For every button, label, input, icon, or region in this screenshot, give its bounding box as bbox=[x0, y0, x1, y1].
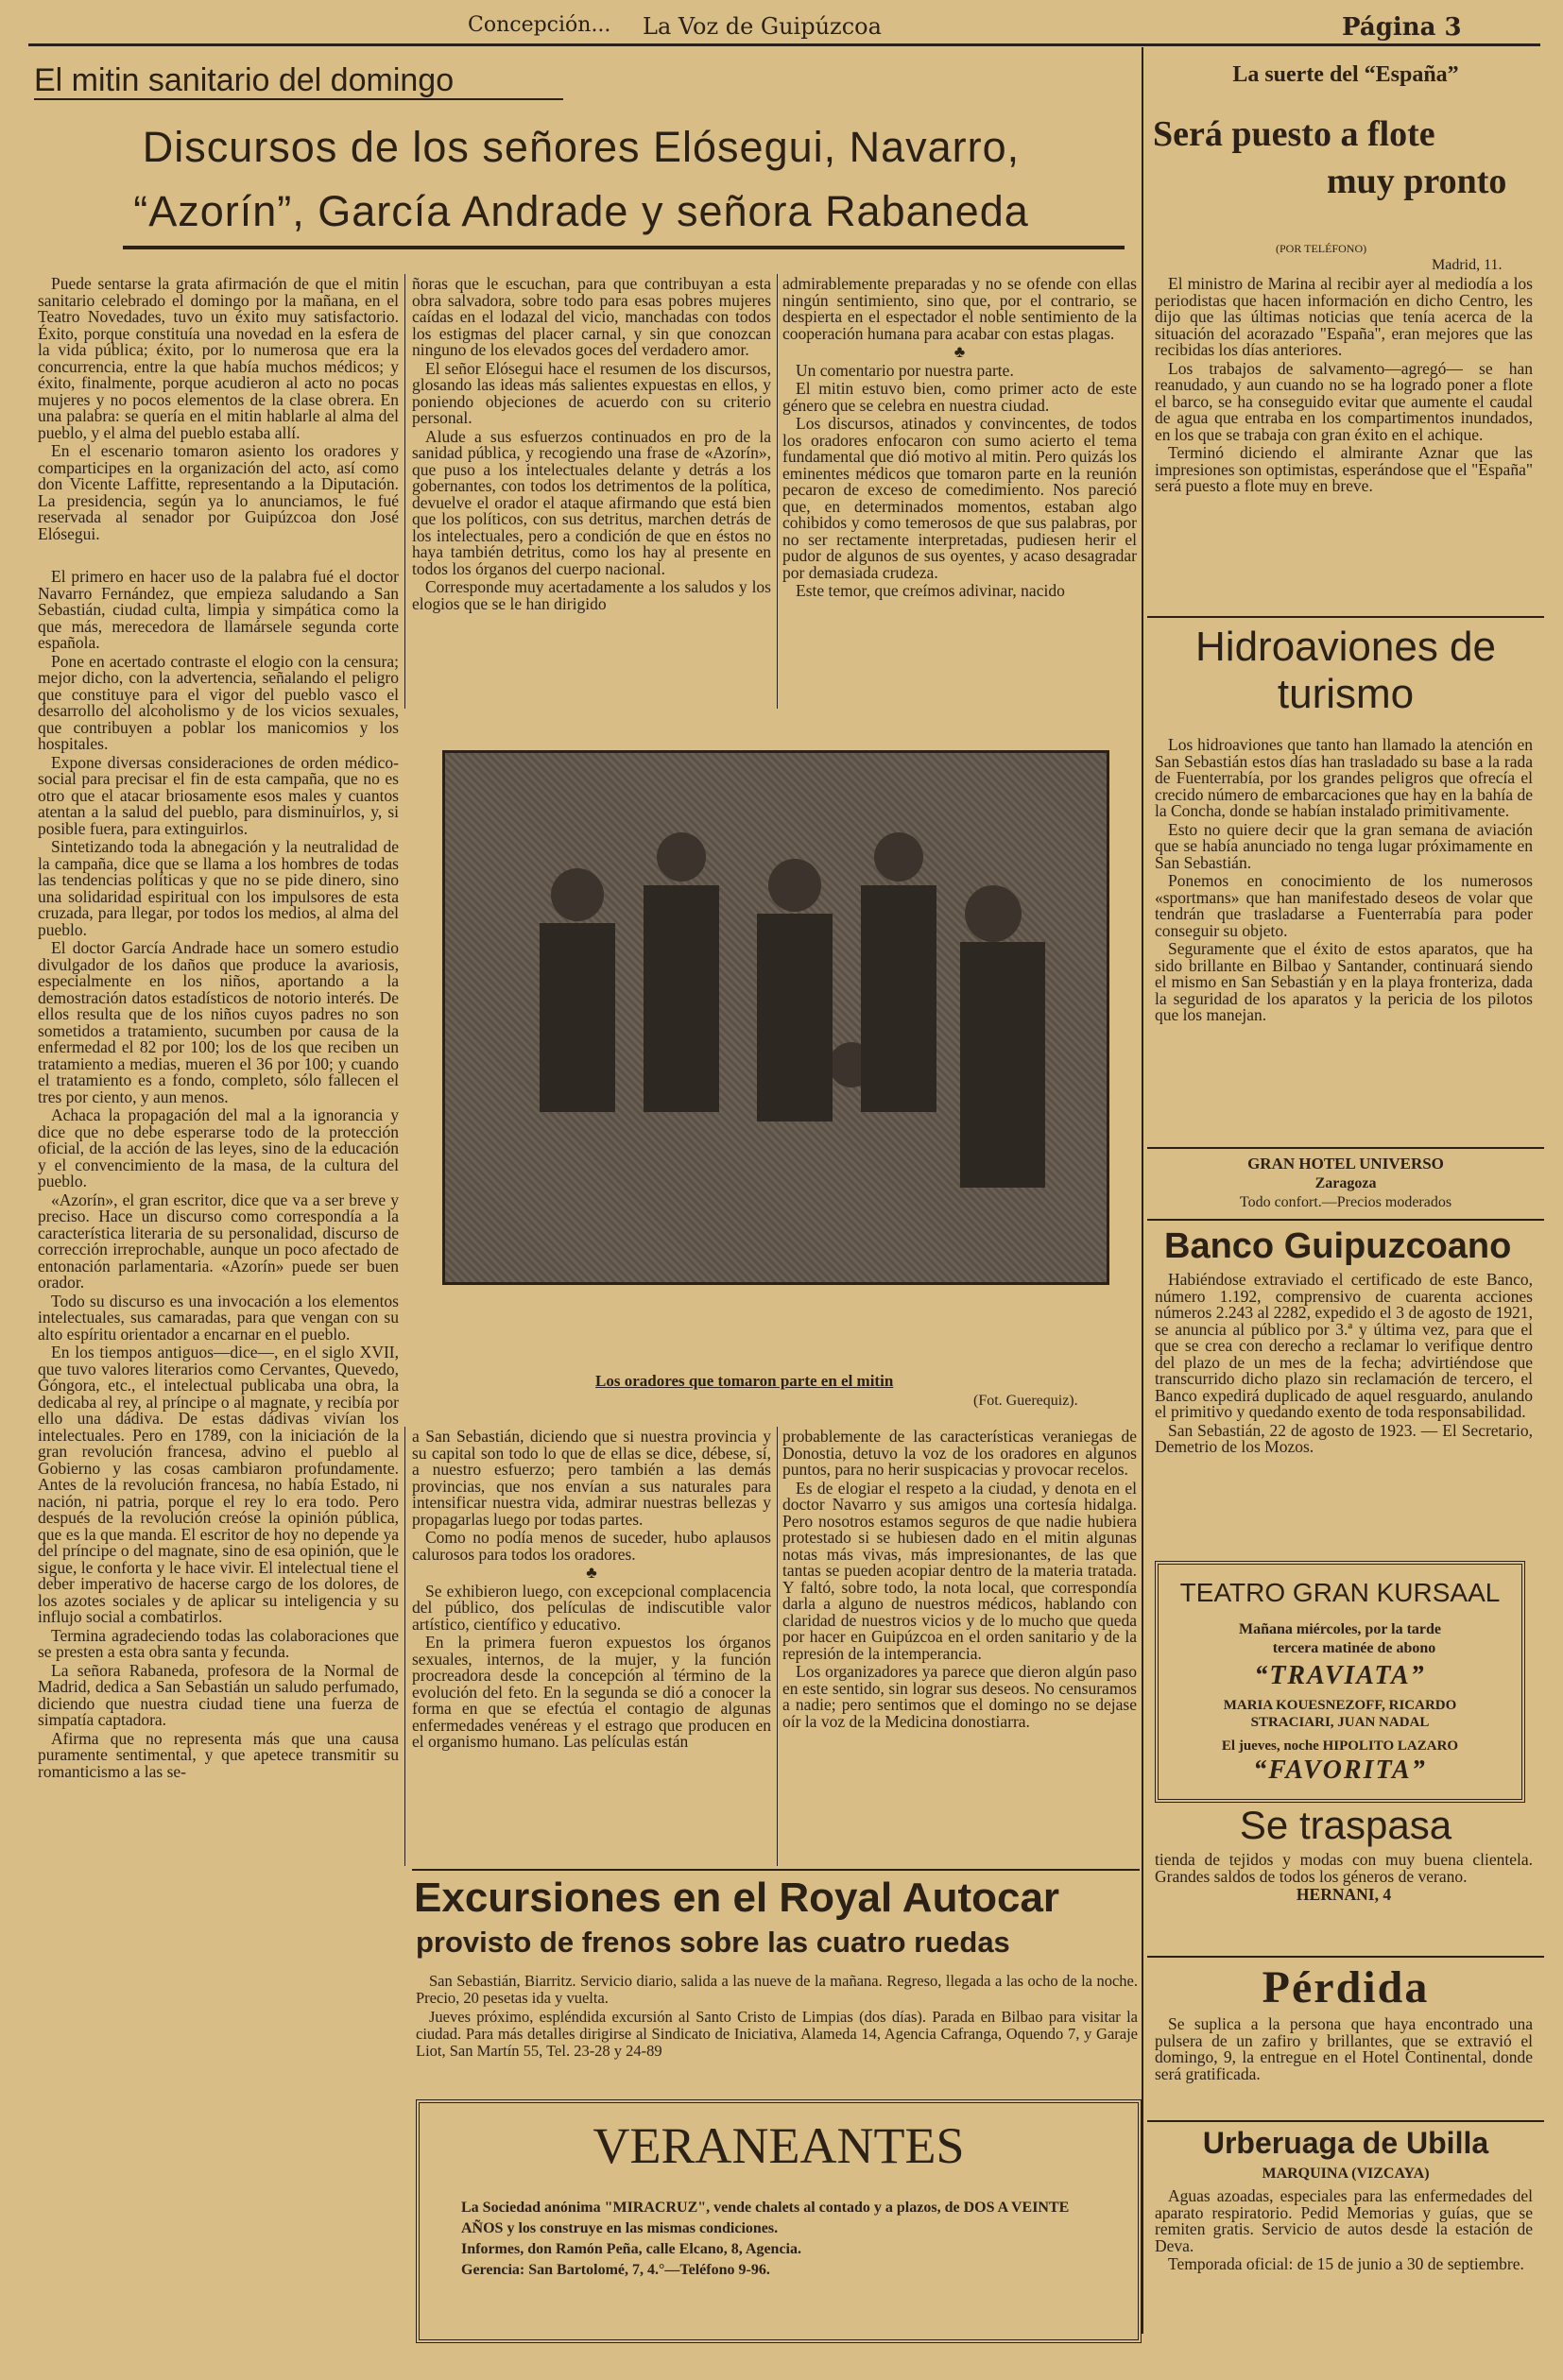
veraneantes-line: La Sociedad anónima "MIRACRUZ", vende chalets al contado y a plazos, de DOS A VEINTE AÑOS y los construye en las mismas condiciones. bbox=[461, 2200, 1070, 2236]
ornament-icon: ♣ bbox=[586, 1563, 597, 1582]
autocar-text bbox=[416, 1973, 1138, 2062]
paragraph: El primero en hacer uso de la palabra fué el doctor Navarro Fernández, que empieza saludando a San Sebastián, ciudad culta, limpia y simpática como la que más, merecedora de llamársele segunda corte española. bbox=[38, 567, 399, 652]
masthead-left: Concepción... bbox=[468, 13, 611, 37]
urberuaga-headline: Urberuaga de Ubilla bbox=[1202, 2126, 1489, 2160]
hidro-headline-2: turismo bbox=[1277, 671, 1415, 717]
paragraph: Expone diversas consideraciones de orden médico-social para precisar el fin de esta campaña, que no es otro que el atacar briosamente esos males y cuantos atentan a la salud del pueblo, para disminuirlos, y, si posible fuera, para extinguirlos. bbox=[38, 752, 399, 838]
paragraph: Ponemos en conocimiento de los numerosos «sportmans» que han manifestado deseos de volar que tendrán que trasladarse a Fuenterrabía para poder conseguir su objeto. bbox=[1155, 871, 1533, 940]
autocar-subtitle: provisto de frenos sobre las cuatro ruedas bbox=[416, 1926, 1010, 1959]
kursaal-opera-2: “FAVORITA” bbox=[1253, 1755, 1427, 1785]
photo-credit: (Fot. Guerequiz). bbox=[973, 1393, 1078, 1409]
column-divider bbox=[1142, 47, 1143, 2334]
espana-telefono: (POR TELÉFONO) bbox=[1276, 242, 1367, 255]
paragraph: Todo su discurso es una invocación a los elementos intelectuales, sus camaradas, para que vengan con su alto espíritu orientador a encarnar en el pueblo. bbox=[38, 1291, 399, 1344]
espana-dateline: Madrid, 11. bbox=[1432, 257, 1503, 273]
section-rule bbox=[1147, 2120, 1544, 2122]
paragraph: Alude a sus esfuerzos continuados en pro de la sanidad pública, y recogiendo una frase de «Azorín», que puso a los intelectuales delante y detrás a los gobernantes, con todos los detrimentos de la política, devuelve el orador el ataque afirmando que está bien que los políticos, con sus detritus, marchen detrás de los intelectuales, pero a condición de que en éstos no haya también detritus, como los hay al presente en todos los órganos del cuerpo nacional. bbox=[412, 426, 771, 578]
article-column-2-top bbox=[412, 276, 771, 711]
hidro-article bbox=[1155, 737, 1533, 1143]
paragraph: En los tiempos antiguos—dice—, en el siglo XVII, que tuvo valores literarios como Cervantes, Quevedo, Góngora, etc., el intelectual publicaba una obra, la dedicaba al rey, al príncipe o al magnate, y recibía por ello una dádiva. De estas dádivas vivían los intelectuales. Pero en 1789, con la iniciación de la gran revolución francesa, advino el pueblo al Gobierno y las cosas cambiaron profundamente. Antes de la revolución francesa, no había Estado, ni nación, ni patria, porque el rey lo era todo. Pero después de la revolución creóse la opinión pública, que es la que manda. El escritor de hoy no depende ya del príncipe o del magnate, sino de esa opinión, que le sigue, le conforta y le hace vivir. El intelectual tiene el deber imperativo de hacerse cargo de los dolores, de los azotes sociales y de aplicar su inteligencia y su influjo social a combatirlos. bbox=[38, 1343, 399, 1626]
veraneantes-line: Gerencia: San Bartolomé, 7, 4.°—Teléfono 9-96. bbox=[461, 2262, 770, 2278]
paragraph: Sintetizando toda la abnegación y la neutralidad de la campaña, dice que se llama a los hombres de todas las tendencias políticas y que no se pide dinero, sino una solidaridad espiritual con los impulsores de esta cruzada, para llegar, por todos los medios, al alma del pueblo. bbox=[38, 837, 399, 939]
paragraph: El mitin estuvo bien, como primer acto de este género que se celebra en nuestra ciudad. bbox=[782, 379, 1137, 415]
paragraph: Aguas azoadas, especiales para las enfermedades del aparato respiratorio. Pedid Memorias y guías, que se remiten gratis. Servicio de autos desde la estación de Deva. bbox=[1155, 2186, 1533, 2255]
paragraph: Temporada oficial: de 15 de junio a 30 de septiembre. bbox=[1168, 2254, 1524, 2273]
paragraph: Achaca la propagación del mal a la ignorancia y dice que no debe esperarse todo de la protección oficial, de la acción de las leyes, sino de la educación y el convencimiento de la masa, de la cultura del pueblo. bbox=[38, 1105, 399, 1190]
hotel-slogan: Todo confort.—Precios moderados bbox=[1239, 1194, 1452, 1210]
speakers-photo bbox=[442, 750, 1109, 1285]
paragraph: Un comentario por nuestra parte. bbox=[796, 360, 1014, 380]
paragraph: Termina agradeciendo todas las colaboraciones que se presten a esta obra santa y fecunda. bbox=[38, 1625, 399, 1661]
masthead-rule bbox=[28, 43, 1540, 46]
paragraph: Habiéndose extraviado el certificado de este Banco, número 1.192, comprensivo de cuarenta acciones números 2.243 al 2282, expedido el 3 de agosto de 1921, se anuncia al público por 3.ª y última vez, para que el que se crea con derecho a reclamar lo verifique dentro del plazo de un mes de la fecha; advirtiéndose que transcurrido dicho plazo sin reclamación de tercero, el Banco expedirá duplicado de aquel resguardo, anulando el primitivo y quedando exento de toda responsabilidad. bbox=[1155, 1272, 1533, 1421]
section-rule bbox=[1147, 1956, 1544, 1958]
article-column-3-top bbox=[782, 276, 1137, 711]
paragraph: Puede sentarse la grata afirmación de que el mitin sanitario celebrado el domingo por la mañana, en el Teatro Novedades, tuvo un éxito muy satisfactorio. Éxito, porque constituía una novedad en la esfera de la vida pública; éxito, por lo numerosa que era la concurrencia, entre la que había muchos médicos; y éxito, finalmente, porque acudieron al acto no pocas mujeres y no pocos elementos de la clase obrera. En una palabra: se quería en el mitin hablarle al alma del pueblo, y el alma del pueblo estaba allí. bbox=[38, 276, 399, 442]
paragraph: Afirma que no representa más que una causa puramente sentimental, y que apetece transmitir su romanticismo a las se- bbox=[38, 1728, 399, 1781]
kursaal-cast: MARIA KOUESNEZOFF, RICARDO STRACIARI, JUAN NADAL bbox=[1223, 1698, 1457, 1730]
paragraph: Seguramente que el éxito de estos aparatos, que ha sido brillante en Bilbao y Santander, continuará siendo el mismo en San Sebastián y en la playa fronteriza, dada la seguridad de los aparatos y la pericia de los pilotos que los manejan. bbox=[1155, 939, 1533, 1024]
paragraph: «Azorín», el gran escritor, dice que va a ser breve y preciso. Hace un discurso como correspondía a la característica literaria de su personalidad, discurso de corrección irreprochable, aunque un poco afectado de entonación parlamentaria. «Azorín» puede ser buen orador. bbox=[38, 1190, 399, 1292]
section-rule bbox=[1147, 616, 1544, 618]
traspasa-text bbox=[1155, 1852, 1533, 1906]
kursaal-line: El jueves, noche HIPOLITO LAZARO bbox=[1221, 1738, 1459, 1754]
perdida-text bbox=[1155, 2016, 1533, 2084]
veraneantes-ad bbox=[416, 2099, 1142, 2343]
traspasa-address: HERNANI, 4 bbox=[1296, 1885, 1392, 1904]
paragraph: San Sebastián, Biarritz. Servicio diario, salida a las nueve de la mañana. Regreso, llegada a las ocho de la noche. Precio, 20 pesetas ida y vuelta. bbox=[416, 1972, 1138, 2007]
veraneantes-line: Informes, don Ramón Peña, calle Elcano, 8, Agencia. bbox=[461, 2241, 801, 2257]
hidro-headline-1: Hidroaviones de bbox=[1195, 624, 1496, 670]
paragraph: a San Sebastián, diciendo que si nuestra provincia y su capital son todo lo que de ellas se dice, débese, sí, a nuestro esfuerzo; pero también a las demás provincias, que nos envían a sus naturales para intensificar nuestra vida, admirar nuestras bellezas y propagarlas luego por todas partes. bbox=[412, 1429, 771, 1529]
paragraph: La señora Rabaneda, profesora de la Normal de Madrid, dedica a San Sebastián un saludo perfumado, diciendo que nuestra ciudad tiene una fuerza de simpatía captadora. bbox=[38, 1660, 399, 1729]
banco-headline: Banco Guipuzcoano bbox=[1164, 1226, 1512, 1266]
paragraph: Se exhibieron luego, con excepcional complacencia del público, dos películas de indiscutible valor artístico, científico y educativo. bbox=[412, 1581, 771, 1634]
espana-headline-2: muy pronto bbox=[1327, 162, 1507, 201]
paragraph: Se suplica a la persona que haya encontrado una pulsera de un zafiro y brillantes, que se extravió el domingo, 9, la entregue en el Hotel Continental, donde será gratificada. bbox=[1155, 2014, 1533, 2083]
column-divider bbox=[404, 1427, 405, 1866]
paragraph: Como no podía menos de suceder, hubo aplausos calurosos para todos los oradores. bbox=[412, 1528, 771, 1564]
paragraph: ñoras que le escuchan, para que contribuyan a esta obra salvadora, sobre todo para esas pobres mujeres caídas en el lodazal del vicio, manchadas con todos los estigmas del placer carnal, y sin que conozcan ninguno de los elevados goces del verdadero amor. bbox=[412, 276, 771, 359]
paragraph: Los organizadores ya parece que dieron algún paso en este sentido, sin lograr sus deseos. No censuramos a nadie; pero sentimos que el domingo no se dejase oír la voz de la Medicina donostiarra. bbox=[782, 1662, 1137, 1731]
kursaal-title: TEATRO GRAN KURSAAL bbox=[1179, 1578, 1501, 1607]
espana-headline-1: Será puesto a flote bbox=[1153, 114, 1435, 154]
hotel-name: GRAN HOTEL UNIVERSO bbox=[1247, 1155, 1444, 1173]
espana-article bbox=[1155, 276, 1533, 607]
section-rule bbox=[1147, 1219, 1544, 1221]
espana-kicker: La suerte del “España” bbox=[1232, 62, 1459, 87]
headline-underline bbox=[123, 246, 1125, 249]
paragraph: Corresponde muy acertadamente a los saludos y los elogios que se le han dirigido bbox=[412, 577, 771, 613]
kursaal-ad bbox=[1155, 1561, 1525, 1803]
kursaal-opera-1: “TRAVIATA” bbox=[1254, 1661, 1426, 1690]
column-divider bbox=[777, 1427, 778, 1866]
paragraph: probablemente de las características veraniegas de Donostia, detuvo la voz de los oradores en algunos puntos, para no herir suspicacias y provocar recelos. bbox=[782, 1429, 1137, 1479]
paragraph: El ministro de Marina al recibir ayer al mediodía a los periodistas que hacen información en dicho Centro, les dijo que las últimas noticias que tenía acerca de la situación del acorazado "España", eran mejores que las recibidas los días anteriores. bbox=[1155, 276, 1533, 359]
masthead bbox=[0, 13, 1563, 42]
paragraph: Esto no quiere decir que la gran semana de aviación que se había anunciado no tenga lugar próximamente en San Sebastián. bbox=[1155, 819, 1533, 872]
perdida-headline: Pérdida bbox=[1262, 1962, 1430, 2012]
paragraph: Es de elogiar el respeto a la ciudad, y denota en el doctor Navarro y sus amigos una cortesía hidalga. Pero nosotros estamos seguros de que nadie hubiera protestado si se hubiesen dado en el mitin algunas notas más vivas, más impresionantes, de las que tantas se pueden acopiar dentro de la materia tratada. Y faltó, sobre todo, la nota local, que correspondía darla a alguno de nuestros médicos, hablando con claridad de nuestros vicios y de lo mucho que queda por hacer en Guipúzcoa en el orden sanitario y de la represión de la intemperancia. bbox=[782, 1478, 1137, 1663]
urberuaga-text bbox=[1155, 2188, 1533, 2275]
headline-line-1: Discursos de los señores Elósegui, Navarro, bbox=[142, 123, 1021, 171]
ad-rule bbox=[412, 1869, 1140, 1871]
newspaper-title: La Voz de Guipúzcoa bbox=[643, 13, 882, 40]
kursaal-line: tercera matinée de abono bbox=[1272, 1640, 1436, 1656]
article-column-3-bottom bbox=[782, 1429, 1137, 1863]
traspasa-headline: Se traspasa bbox=[1239, 1803, 1452, 1847]
column-divider bbox=[777, 274, 778, 709]
paragraph: El señor Elósegui hace el resumen de los discursos, glosando las ideas más salientes expuestas en ellos, y poniendo objeciones de acuerdo con su criterio personal. bbox=[412, 358, 771, 427]
autocar-title: Excursiones en el Royal Autocar bbox=[414, 1875, 1060, 1921]
paragraph: Los hidroaviones que tanto han llamado la atención en San Sebastián estos días han trasladado su base a la rada de Fuenterrabía, por los grandes peligros que ofrecía el crecido número de embarcaciones que hay en la bahía de la Concha, donde se habían instalado primitivamente. bbox=[1155, 737, 1533, 820]
photo-figures bbox=[445, 753, 1107, 1282]
paragraph: Los discursos, atinados y convincentes, de todos los oradores enfocaron con sumo acierto el tema fundamental que dió motivo al mitin. Pero quizás los eminentes médicos que tomaron parte en la reunión pecaron de exceso de comedimiento. Nos pareció que, en determinados momentos, estaban algo cohibidos y como temerosos de que sus palabras, por no ser rectamente interpretadas, pudiesen herir el pudor de algunos de sus oyentes, y acaso desagradar por demasiada crudeza. bbox=[782, 414, 1137, 582]
urberuaga-place: MARQUINA (VIZCAYA) bbox=[1262, 2166, 1430, 2182]
paragraph: tienda de tejidos y modas con muy buena clientela. Grandes saldos de todos los géneros de verano. bbox=[1155, 1850, 1533, 1886]
paragraph: Pone en acertado contraste el elogio con la censura; mejor dicho, con la advertencia, señalando el peligro que constituye para el vigor del pueblo vasco el desarrollo del alcoholismo y de los vicios sexuales, que contribuyen a poblar los manicomios y los hospitales. bbox=[38, 651, 399, 753]
section-rule bbox=[1147, 1147, 1544, 1149]
paragraph: San Sebastián, 22 de agosto de 1923. — El Secretario, Demetrio de los Mozos. bbox=[1155, 1420, 1533, 1456]
headline-line-2: “Azorín”, García Andrade y señora Rabaneda bbox=[133, 187, 1029, 235]
veraneantes-title: VERANEANTES bbox=[593, 2117, 965, 2174]
kicker-underline bbox=[34, 98, 563, 100]
hotel-city: Zaragoza bbox=[1314, 1175, 1377, 1191]
paragraph: Este temor, que creímos adivinar, nacido bbox=[796, 581, 1065, 600]
paragraph: Jueves próximo, espléndida excursión al Santo Cristo de Limpias (dos días). Parada en Bilbao para visitar la ciudad. Para más detalles dirigirse al Sindicato de Iniciativa, Alameda 14, Agencia Cafranga, Oquendo 7, y Garaje Liot, San Martín 55, Tel. 23-28 y 24-89 bbox=[416, 2008, 1138, 2060]
paragraph: Los trabajos de salvamento—agregó— se han reanudado, y aun cuando no se ha logrado poner a flote el barco, se ha conseguido evitar que aumente el caudal de agua que entraba en los compartimentos inundados, en los que se trabaja con gran éxito en el achique. bbox=[1155, 358, 1533, 444]
banco-notice bbox=[1155, 1272, 1533, 1546]
article-column-2-bottom bbox=[412, 1429, 771, 1863]
kursaal-line: Mañana miércoles, por la tarde bbox=[1238, 1621, 1442, 1637]
article-kicker: El mitin sanitario del domingo bbox=[34, 62, 455, 98]
ornament-icon: ♣ bbox=[953, 342, 966, 361]
paragraph: En el escenario tomaron asiento los oradores y comparticipes en la organización del acto, así como don Vicente Laffitte, representando a la Diputación. La presidencia, según ya lo anunciamos, le fué reservada al senador por Guipúzcoa don José Elósegui. bbox=[38, 441, 399, 543]
paragraph: En la primera fueron expuestos los órganos sexuales, internos, de la mujer, y la función procreadora desde la concepción al término de la evolución del feto. En la segunda se dió a conocer la forma en que se efectúa el contagio de algunas enfermedades venéreas y el estrago que producen en el organismo humano. Las películas están bbox=[412, 1633, 771, 1751]
paragraph: El doctor García Andrade hace un somero estudio divulgador de los daños que produce la avariosis, especialmente en los niños, aportando a la demostración datos estadísticos de notorio interés. De ellos resulta que de los niños cuyos padres no son sometidos a tratamiento, sucumben por causa de la enfermedad el 82 por 100; los de los que reciben un tratamiento a medias, mueren el 36 por 100; y cuando el tratamiento es a fondo, completo, sólo fallecen el tres por ciento, y aun menos. bbox=[38, 938, 399, 1106]
article-column-1 bbox=[38, 276, 399, 2317]
photo-caption: Los oradores que tomaron parte en el mitin bbox=[595, 1372, 894, 1390]
paragraph: admirablemente preparadas y no se ofende con ellas ningún sentimiento, sino que, por el contrario, se despierta en el espectador el noble sentimiento de la cooperación humana para acabar con estas plagas. bbox=[782, 276, 1137, 343]
veraneantes-text bbox=[461, 2198, 1104, 2281]
column-divider bbox=[404, 274, 405, 709]
page-number: Página 3 bbox=[1342, 13, 1462, 42]
paragraph: Terminó diciendo el almirante Aznar que las impresiones son optimistas, esperándose que el "España" será puesto a flote muy en breve. bbox=[1155, 443, 1533, 495]
